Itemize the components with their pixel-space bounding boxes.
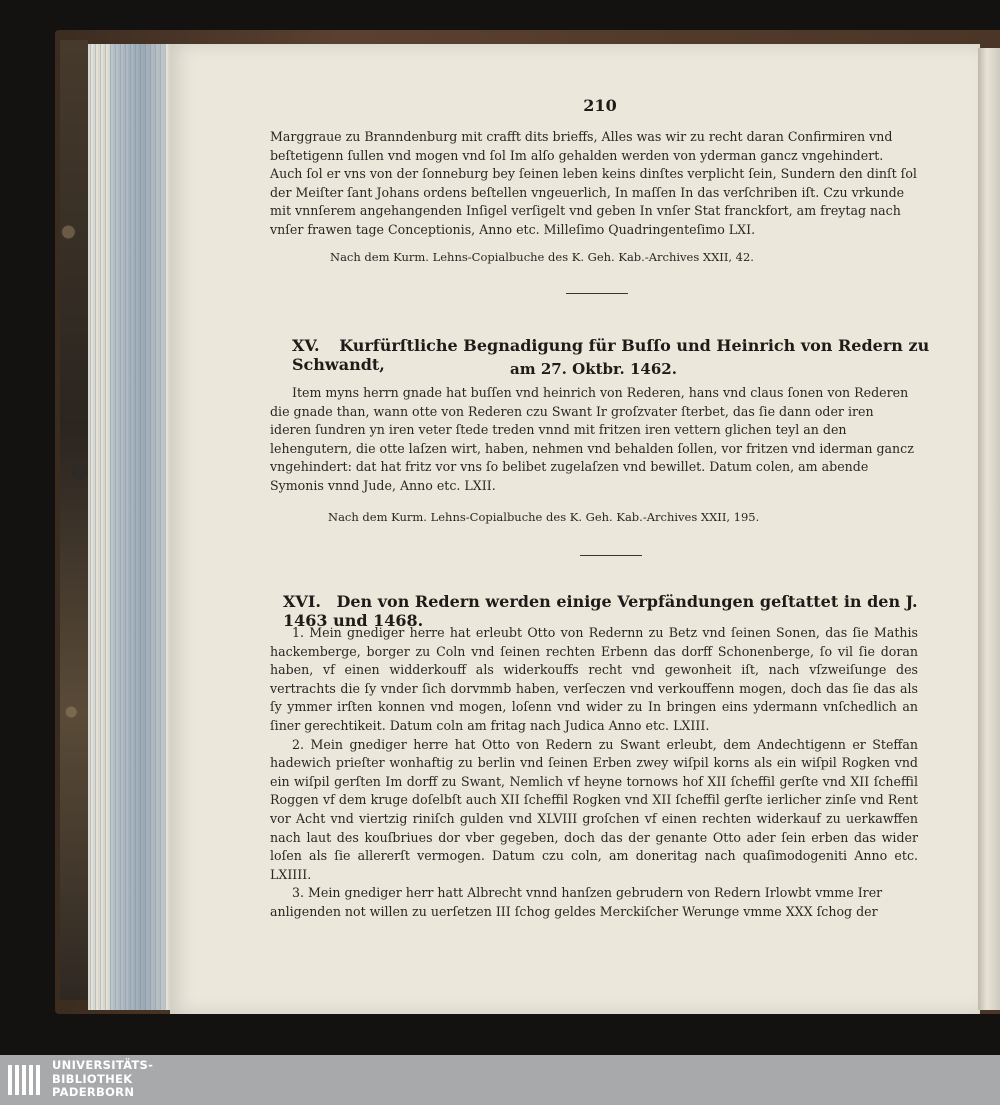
section-xvi-title: Den von Redern werden einige Verpfändungen geſtattet in den J. 1463 und 1468. <box>283 592 918 630</box>
section-xv-body: Item myns herrn gnade hat buſſen vnd heinrich von Rederen, hans vnd claus ſonen von Rederen die gnade than, wann otte von Rederen czu Swant Ir groſzvater ſterbet, das ſie dann oder iren ideren ſundren yn iren veter ſtede treden vnnd mit fritzen iren vettern glichen teyl an den lehengutern, die otte laſzen wirt, haben, nehmen vnd behalden ſollen, vor fritzen vnd iderman gancz vngehindert: dat hat fritz vor vns ſo belibet zugelaſzen vnd bewillet. Datum colen, am abende Symonis vnnd Jude, Anno etc. LXII. <box>270 385 914 493</box>
section-xv-body-block <box>270 384 918 496</box>
section-xv-date: am 27. Oktbr. 1462. <box>510 360 677 378</box>
section-xvi-paragraph-2: 2. Mein gnediger herre hat Otto von Redern zu Swant erleubt, dem Andechtigenn er Steffan hadewich prieſter wonhaftig zu berlin vnd ſeinen Erben zwey wiſpil korns als ein wiſpil Rogken vnd ein wiſpil gerſten Im dorff zu Swant, Nemlich vf heyne tornows hof XII ſcheffil gerſte vnd XII ſcheffil Roggen vf dem kruge doſelbſt auch XII ſcheffil Rogken vnd XII ſcheffil gerſte ierlicher zinſe vnd Rent vor Acht vnd viertzig riniſch gulden vnd XLVIII groſchen vf einen rechten widerkauf zu uerkawffen nach laut des kouſbriues dor vber gegeben, doch das der genante Otto ader ſein erben das wider loſen als ſie allererſt vermogen. Datum czu coln, am doneritag nach quaſimodogeniti Anno etc. LXIIII. <box>270 736 918 882</box>
library-name-line-3: PADERBORN <box>52 1085 135 1099</box>
right-page-edge <box>978 48 1000 1010</box>
intro-paragraph-block <box>270 128 918 240</box>
section-xvi-number: XVI. <box>283 592 321 611</box>
page-number: 210 <box>583 96 617 115</box>
section-xv-title: Kurfürſtliche Begnadigung für Buſſo und Heinrich von Redern zu Schwandt, <box>292 336 930 374</box>
library-name-line-1: UNIVERSITÄTS- <box>52 1058 154 1072</box>
section-xvi-paragraph-1: 1. Mein gnediger herre hat erleubt Otto von Redernn zu Betz vnd ſeinen Sonen, das ſie Mathis hackemberge, borger zu Coln vnd ſeinen rechten Erbenn das dorff Schonenberge, ſo vil ſie doran haben, vf einen widderkouff als widerkouffs recht vnd gewonheit iſt, nach vſzweiſunge des vertrachts die ſy vnder ſich dorvmmb haben, verſeczen vnd verkouffenn mogen, doch das ſie das als ſy ymmer irſten konnen vnd mogen, loſenn vnd wider zu In bringen eins ydermann vnſchedlich an ſiner gerechtikeit. Datum coln am fritag nach Judica Anno etc. LXIII. <box>270 625 918 733</box>
divider-rule-1 <box>566 293 628 294</box>
section-xv-number: XV. <box>292 336 320 355</box>
source-note-1: Nach dem Kurm. Lehns-Copialbuche des K. Geh. Kab.-Archives XXII, 42. <box>330 250 754 264</box>
library-name <box>52 1059 153 1100</box>
university-library-logo-icon <box>6 1061 44 1099</box>
marbled-cover-edge <box>60 40 88 1000</box>
library-footer-bar <box>0 1055 1000 1105</box>
section-xvi-paragraph-3: 3. Mein gnediger herr hatt Albrecht vnnd hanſzen gebrudern von Redern Irlowbt vmme Irer anligenden not willen zu uerſetzen III ſchog geldes Merckiſcher Werunge vmme XXX ſchog der <box>270 885 883 919</box>
source-note-2: Nach dem Kurm. Lehns-Copialbuche des K. Geh. Kab.-Archives XXII, 195. <box>328 510 760 524</box>
section-xvi-body-block <box>270 624 918 922</box>
blue-page-edge-tint <box>110 44 165 1010</box>
intro-paragraph: Marggraue zu Branndenburg mit crafft dits brieffs, Alles was wir zu recht daran Confirmiren vnd beſtetigenn ſullen vnd mogen vnd ſol Im alſo gehalden werden von yderman gancz vngehindert. Auch ſol er vns von der ſonneburg bey ſeinen leben keins dinſtes verplicht ſein, Sundern den dinſt ſol der Meiſter ſant Johans ordens beſtellen vngeuerlich, In maſſen In das verſchriben iſt. Czu vrkunde mit vnnſerem angehangenden Inſigel verſigelt vnd geben In vnſer Stat franckfort, am freytag nach vnſer frawen tage Conceptionis, Anno etc. Milleſimo Quadringenteſimo LXI. <box>270 129 917 237</box>
library-name-line-2: BIBLIOTHEK <box>52 1071 133 1086</box>
divider-rule-2 <box>580 555 642 556</box>
